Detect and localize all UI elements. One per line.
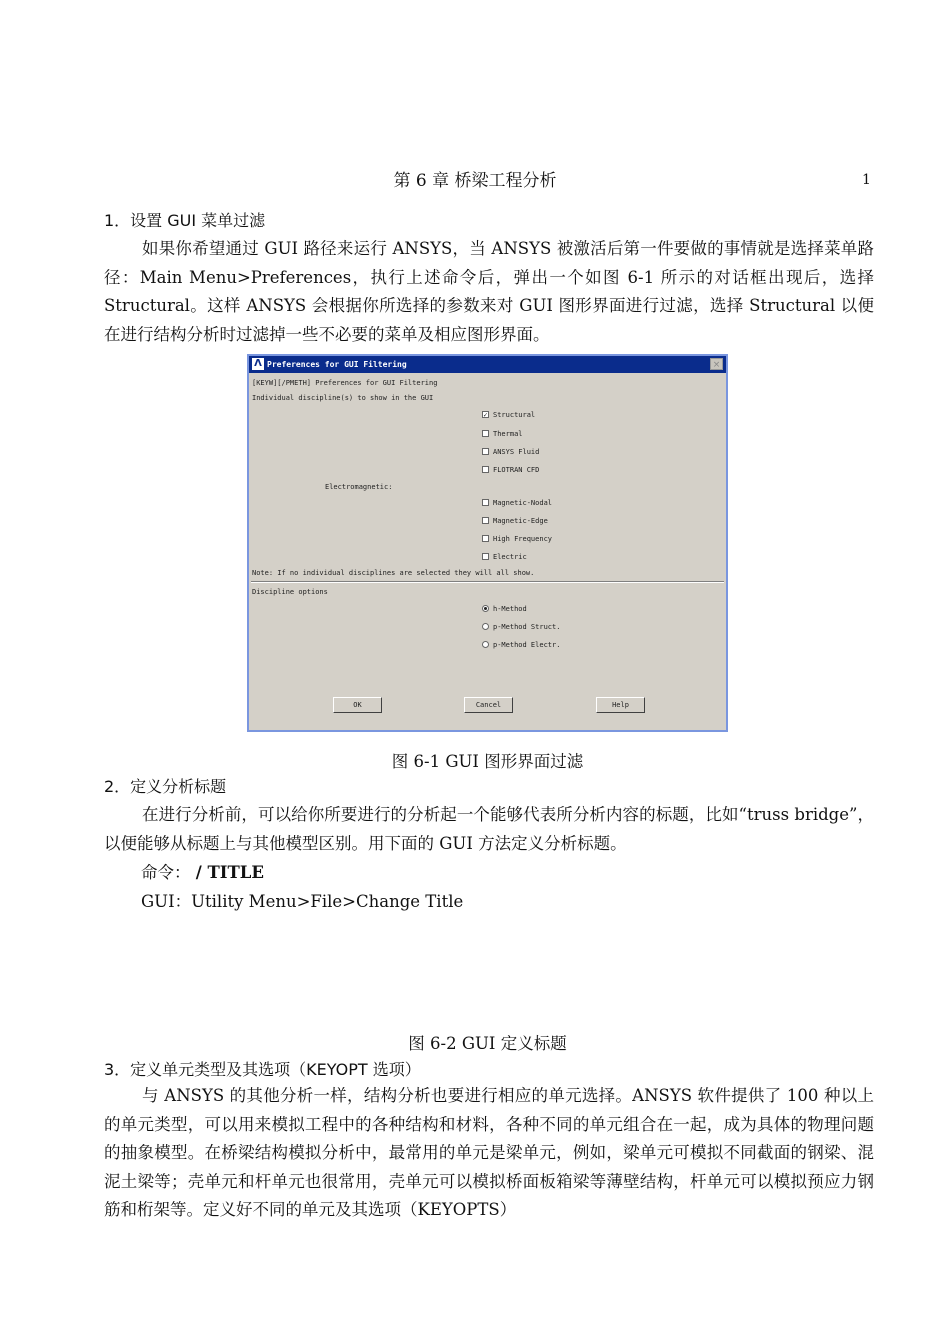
page-number: 1 xyxy=(862,172,871,188)
disciplines-label: Individual discipline(s) to show in the GUI xyxy=(252,394,434,402)
section-2-heading: 2．定义分析标题 xyxy=(104,777,227,796)
figure-1-caption: 图 6-1 GUI 图形界面过滤 xyxy=(391,752,584,771)
dialog-note: Note: If no individual disciplines are selected they will all show. xyxy=(252,569,535,577)
section-3-heading: 3．定义单元类型及其选项（KEYOPT 选项） xyxy=(104,1060,421,1079)
flotran-cfd-checkbox[interactable] xyxy=(482,466,489,473)
dialog-header-line: [KEYW][/PMETH] Preferences for GUI Filtering xyxy=(252,379,438,387)
chapter-header: 第 6 章 桥梁工程分析 xyxy=(393,171,557,191)
cancel-button[interactable]: Cancel xyxy=(464,697,513,713)
p-method-struct-label: p-Method Struct. xyxy=(493,623,561,631)
help-button[interactable]: Help xyxy=(596,697,645,713)
section-2-paragraph: 在进行分析前，可以给你所要进行的分析起一个能够代表所分析内容的标题，比如“truss bridge”，以便能够从标题上与其他模型区别。用下面的 GUI 方法定义分析标题。 xyxy=(104,805,874,853)
dialog-separator xyxy=(251,581,724,583)
magnetic-edge-checkbox[interactable] xyxy=(482,517,489,524)
command-label: 命令： xyxy=(141,863,191,882)
magnetic-nodal-checkbox[interactable] xyxy=(482,499,489,506)
p-method-electr-radio[interactable] xyxy=(482,641,489,648)
structural-label: Structural xyxy=(493,411,536,419)
magnetic-edge-label: Magnetic-Edge xyxy=(493,517,548,525)
dialog-title: Preferences for GUI Filtering xyxy=(267,360,407,369)
ansys-logo-icon: Λ xyxy=(252,358,264,370)
p-method-struct-radio[interactable] xyxy=(482,623,489,630)
h-method-label: h-Method xyxy=(493,605,527,613)
magnetic-nodal-label: Magnetic-Nodal xyxy=(493,499,553,507)
electric-label: Electric xyxy=(493,553,527,561)
flotran-cfd-label: FLOTRAN CFD xyxy=(493,466,540,474)
dialog-titlebar xyxy=(249,356,726,373)
ansys-fluid-checkbox[interactable] xyxy=(482,448,489,455)
thermal-checkbox[interactable] xyxy=(482,430,489,437)
discipline-options-label: Discipline options xyxy=(252,588,328,596)
command-line xyxy=(141,859,264,883)
figure-2-caption: 图 6-2 GUI 定义标题 xyxy=(408,1034,567,1053)
section-1-paragraph: 如果你希望通过 GUI 路径来运行 ANSYS，当 ANSYS 被激活后第一件要做的事情就是选择菜单路径：Main Menu>Preferences，执行上述命令后，弹出一个如图 6-1 所示的对话框出现后，选择 Structural。这样 ANSYS 会根据你所选择的参数来对 GUI 图形界面进行过滤，选择 Structural 以便在进行结构分析时过滤掉一些不必要的菜单及相应图形界面。 xyxy=(104,239,874,344)
structural-checkbox[interactable]: ✓ xyxy=(483,411,488,419)
ansys-fluid-label: ANSYS Fluid xyxy=(493,448,540,456)
high-frequency-label: High Frequency xyxy=(493,535,553,543)
h-method-radio[interactable] xyxy=(482,605,489,612)
high-frequency-checkbox[interactable] xyxy=(482,535,489,542)
electromagnetic-label: Electromagnetic: xyxy=(325,483,393,491)
thermal-label: Thermal xyxy=(493,430,523,438)
preferences-dialog xyxy=(247,354,728,732)
section-3-paragraph: 与 ANSYS 的其他分析一样，结构分析也要进行相应的单元选择。ANSYS 软件提供了 100 种以上的单元类型，可以用来模拟工程中的各种结构和材料，各种不同的单元组合在一起，成为具体的物理问题的抽象模型。在桥梁结构模拟分析中，最常用的单元是梁单元，例如，梁单元可模拟不同截面的钢梁、混泥土梁等；壳单元和杆单元也很常用，壳单元可以模拟桥面板箱梁等薄壁结构，杆单元可以模拟预应力钢筋和桁架等。定义好不同的单元及其选项（KEYOPTS） xyxy=(104,1086,874,1219)
gui-path-line: GUI：Utility Menu>File>Change Title xyxy=(141,892,464,911)
command-value: / TITLE xyxy=(195,863,264,882)
section-1-heading: 1．设置 GUI 菜单过滤 xyxy=(104,211,266,230)
p-method-electr-label: p-Method Electr. xyxy=(493,641,561,649)
close-icon[interactable]: × xyxy=(710,358,723,370)
ok-button[interactable]: OK xyxy=(333,697,382,713)
electric-checkbox[interactable] xyxy=(482,553,489,560)
